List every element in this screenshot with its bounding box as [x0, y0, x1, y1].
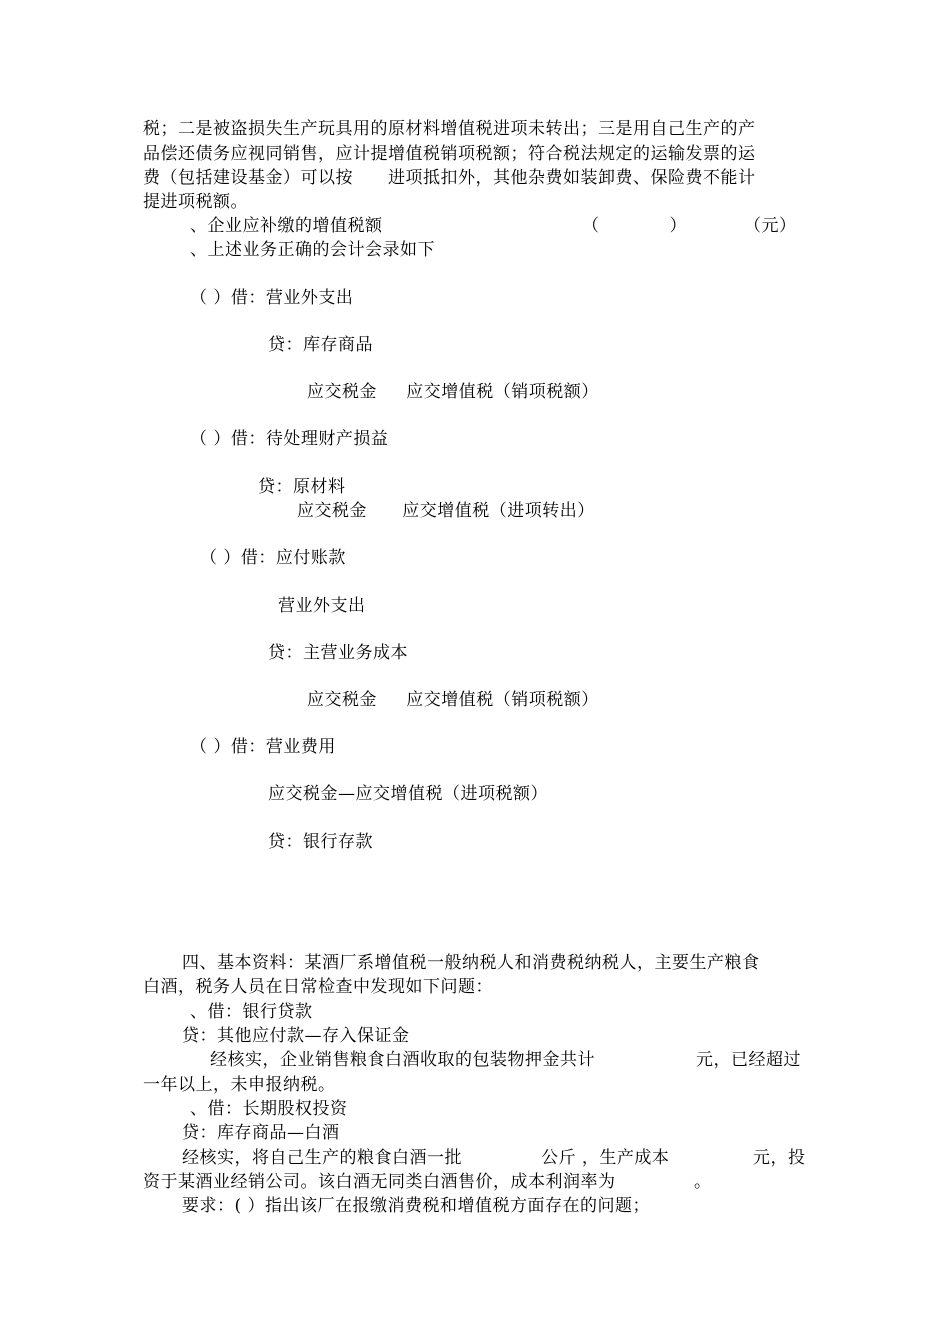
entry-3-credit: 贷：主营业务成本	[268, 643, 408, 663]
question-2-text: 、企业应补缴的增值税额	[190, 216, 383, 236]
section-4-paragraph-line-2: 白酒，税务人员在日常检查中发现如下问题：	[143, 977, 493, 997]
item-1-note-line-1: 经核实，企业销售粮食白酒收取的包装物押金共计	[210, 1050, 595, 1070]
item-2-note-line-2: 资于某酒业经销公司。该白酒无同类白酒售价，成本利润率为	[143, 1172, 616, 1192]
item-2-credit: 贷：库存商品—白酒	[182, 1123, 340, 1143]
item-2-note-part-1: 经核实，将自己生产的粮食白酒一批	[182, 1148, 462, 1168]
item-1-note-unit: 元，已经超过	[696, 1050, 801, 1070]
entry-3-debit: （ ）借：应付账款	[200, 548, 346, 568]
item-1-note-line-2: 一年以上，未申报纳税。	[143, 1075, 336, 1095]
section-4-paragraph-line-1: 四、基本资料：某酒厂系增值税一般纳税人和消费税纳税人，主要生产粮食	[182, 953, 760, 973]
question-2-unit: （元）	[744, 216, 797, 236]
item-2-note-part-3: 元，投	[753, 1148, 806, 1168]
intro-line-4: 提进项税额。	[143, 192, 248, 212]
requirement-text: 要求：( ）指出该厂在报缴消费税和增值税方面存在的问题；	[182, 1196, 651, 1216]
question-2-blank: （ ）	[582, 216, 687, 236]
question-3-text: 、上述业务正确的会计会录如下	[190, 240, 435, 260]
intro-line-3: 费（包括建设基金）可以按 进项抵扣外，其他杂费如装卸费、保险费不能计	[143, 168, 756, 188]
entry-4-debit: （ ）借：营业费用	[190, 737, 336, 757]
intro-line-2: 品偿还债务应视同销售，应计提增值税销项税额；符合税法规定的运输发票的运	[143, 144, 756, 164]
entry-3-tax: 应交税金 应交增值税（销项税额）	[307, 690, 599, 710]
entry-2-tax: 应交税金 应交增值税（进项转出）	[297, 501, 595, 521]
entry-2-credit: 贷：原材料	[258, 477, 346, 497]
entry-1-tax: 应交税金 应交增值税（销项税额）	[307, 382, 599, 402]
item-2-note-end: 。	[694, 1172, 712, 1192]
item-1-credit: 贷：其他应付款—存入保证金	[182, 1026, 410, 1046]
item-2-note-part-2: 公斤 ，生产成本	[541, 1148, 670, 1168]
item-2-debit: 、借：长期股权投资	[190, 1099, 348, 1119]
entry-2-debit: （ ）借：待处理财产损益	[190, 429, 389, 449]
entry-1-credit: 贷：库存商品	[268, 335, 373, 355]
item-1-debit: 、借：银行贷款	[190, 1002, 313, 1022]
entry-4-tax: 应交税金—应交增值税（进项税额）	[268, 784, 548, 804]
intro-line-1: 税；二是被盗损失生产玩具用的原材料增值税进项未转出；三是用自己生产的产	[143, 119, 756, 139]
entry-4-credit: 贷：银行存款	[268, 832, 373, 852]
entry-1-debit: （ ）借：营业外支出	[190, 288, 354, 308]
entry-3-extra-debit: 营业外支出	[278, 596, 366, 616]
